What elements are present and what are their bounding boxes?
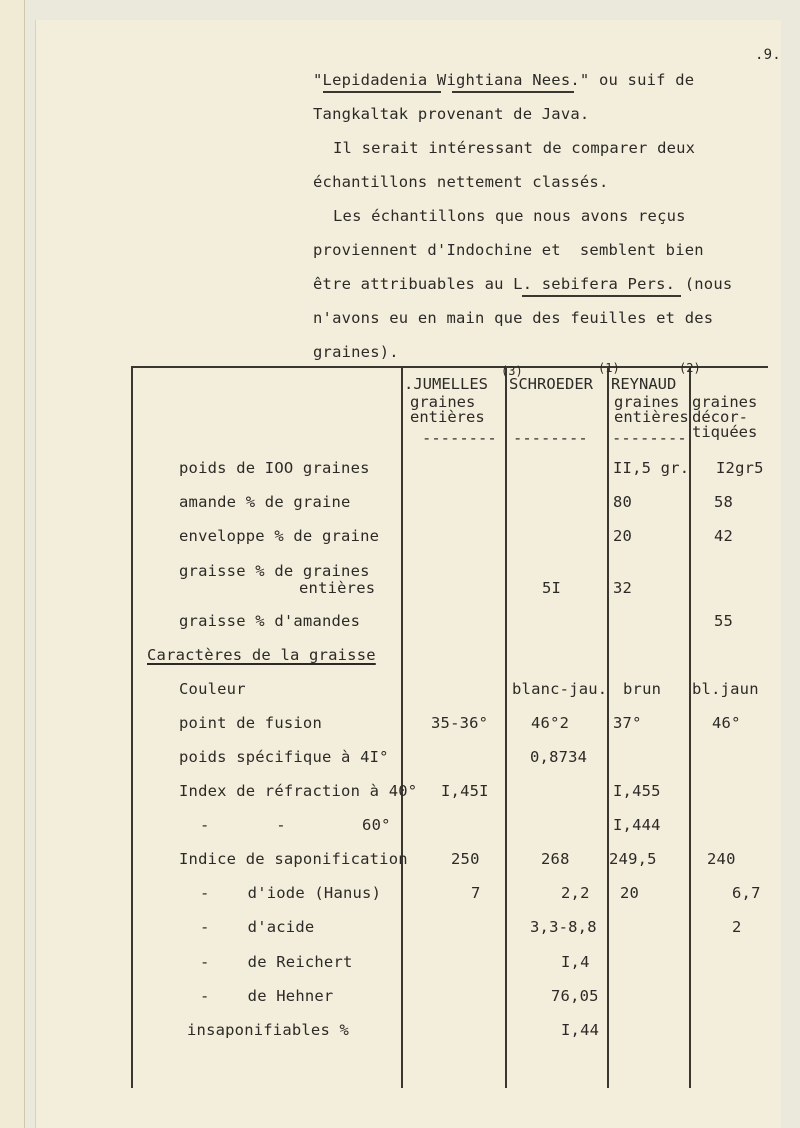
table-cell: 46°2 — [531, 714, 570, 732]
paragraph-line: "Lepidadenia Wightiana Nees." ou suif de — [313, 71, 695, 89]
table-cell: I,45I — [441, 782, 489, 800]
row-label: Indice de saponification — [179, 850, 408, 868]
column-subheader: graines entières — [410, 393, 485, 426]
row-label: - de Hehner — [200, 987, 334, 1005]
underline — [522, 295, 554, 297]
table-cell: 2 — [732, 918, 742, 936]
table-cell: 2,2 — [561, 884, 590, 902]
column-rule — [401, 366, 403, 1088]
table-cell: I,444 — [613, 816, 661, 834]
row-label: point de fusion — [179, 714, 322, 732]
row-label: Index de réfraction à 40° — [179, 782, 418, 800]
column-dashes: -------- — [513, 429, 588, 447]
row-label: - - 60° — [200, 816, 391, 834]
column-rule — [607, 366, 609, 1088]
table-cell: I,455 — [613, 782, 661, 800]
table-cell: blanc-jau. — [512, 680, 608, 698]
column-header: .JUMELLES — [404, 375, 488, 393]
section-heading: Caractères de la graisse — [147, 646, 376, 664]
row-label: entières — [299, 579, 376, 597]
paragraph-line: Il serait intéressant de comparer deux — [333, 139, 696, 157]
table-cell: 80 — [613, 493, 633, 511]
row-label: poids de IOO graines — [179, 459, 370, 477]
table-cell: II,5 gr. — [613, 459, 690, 477]
column-rule — [505, 366, 507, 1088]
previous-page-edge — [0, 0, 25, 1128]
table-cell: 250 — [451, 850, 480, 868]
column-dashes: -------- — [612, 429, 687, 447]
table-cell: 5I — [542, 579, 562, 597]
table-cell: 268 — [541, 850, 570, 868]
table-cell: 35-36° — [431, 714, 489, 732]
column-subheader: graines entières — [614, 393, 689, 426]
paragraph-line: Tangkaltak provenant de Java. — [313, 105, 590, 123]
table-cell: 37° — [613, 714, 642, 732]
paragraph-line: graines). — [313, 343, 399, 361]
row-label: amande % de graine — [179, 493, 351, 511]
table-top-rule — [131, 366, 768, 368]
table-cell: 3,3-8,8 — [530, 918, 597, 936]
table-cell: 46° — [712, 714, 741, 732]
table-cell: 0,8734 — [530, 748, 588, 766]
row-label: - de Reichert — [200, 953, 353, 971]
column-note: (1) — [598, 361, 620, 375]
row-label: poids spécifique à 4I° — [179, 748, 389, 766]
table-cell: 58 — [714, 493, 734, 511]
table-cell: 7 — [471, 884, 481, 902]
table-cell: I2gr5 — [716, 459, 764, 477]
table-cell: 249,5 — [609, 850, 657, 868]
paragraph-line: n'avons eu en main que des feuilles et des — [313, 309, 714, 327]
row-label: Couleur — [179, 680, 246, 698]
table-cell: 55 — [714, 612, 734, 630]
column-note: (3) — [501, 364, 523, 378]
row-label: insaponifiables % — [187, 1021, 350, 1039]
table-left-rule — [131, 366, 133, 1088]
table-cell: 42 — [714, 527, 734, 545]
row-label: - d'acide — [200, 918, 315, 936]
paragraph-line: proviennent d'Indochine et semblent bien — [313, 241, 704, 259]
table-cell: 240 — [707, 850, 736, 868]
table-cell: 6,7 — [732, 884, 761, 902]
paragraph-line: échantillons nettement classés. — [313, 173, 609, 191]
row-label: enveloppe % de graine — [179, 527, 380, 545]
row-label: graisse % d'amandes — [179, 612, 361, 630]
column-header: REYNAUD — [611, 375, 677, 393]
table-cell: I,4 — [561, 953, 590, 971]
underline — [553, 295, 681, 297]
row-label: - d'iode (Hanus) — [200, 884, 382, 902]
table-cell: 76,05 — [551, 987, 599, 1005]
paragraph-line: être attribuables au L. sebifera Pers. (nous — [313, 275, 733, 293]
row-label: graisse % de graines — [179, 562, 370, 580]
table-cell: 32 — [613, 579, 633, 597]
column-note: (2) — [679, 361, 701, 375]
column-header: SCHROEDER — [509, 375, 593, 393]
underline — [323, 91, 441, 93]
table-cell: brun — [623, 680, 662, 698]
table-cell: bl.jaun — [692, 680, 759, 698]
underline — [452, 91, 574, 93]
table-cell: 20 — [613, 527, 633, 545]
column-dashes: -------- — [422, 429, 497, 447]
page-number: .9. — [755, 47, 781, 63]
paragraph-line: Les échantillons que nous avons reçus — [333, 207, 686, 225]
table-cell: I,44 — [561, 1021, 600, 1039]
table-cell: 20 — [620, 884, 640, 902]
column-subheader: graines décor- tiquées — [692, 393, 758, 441]
